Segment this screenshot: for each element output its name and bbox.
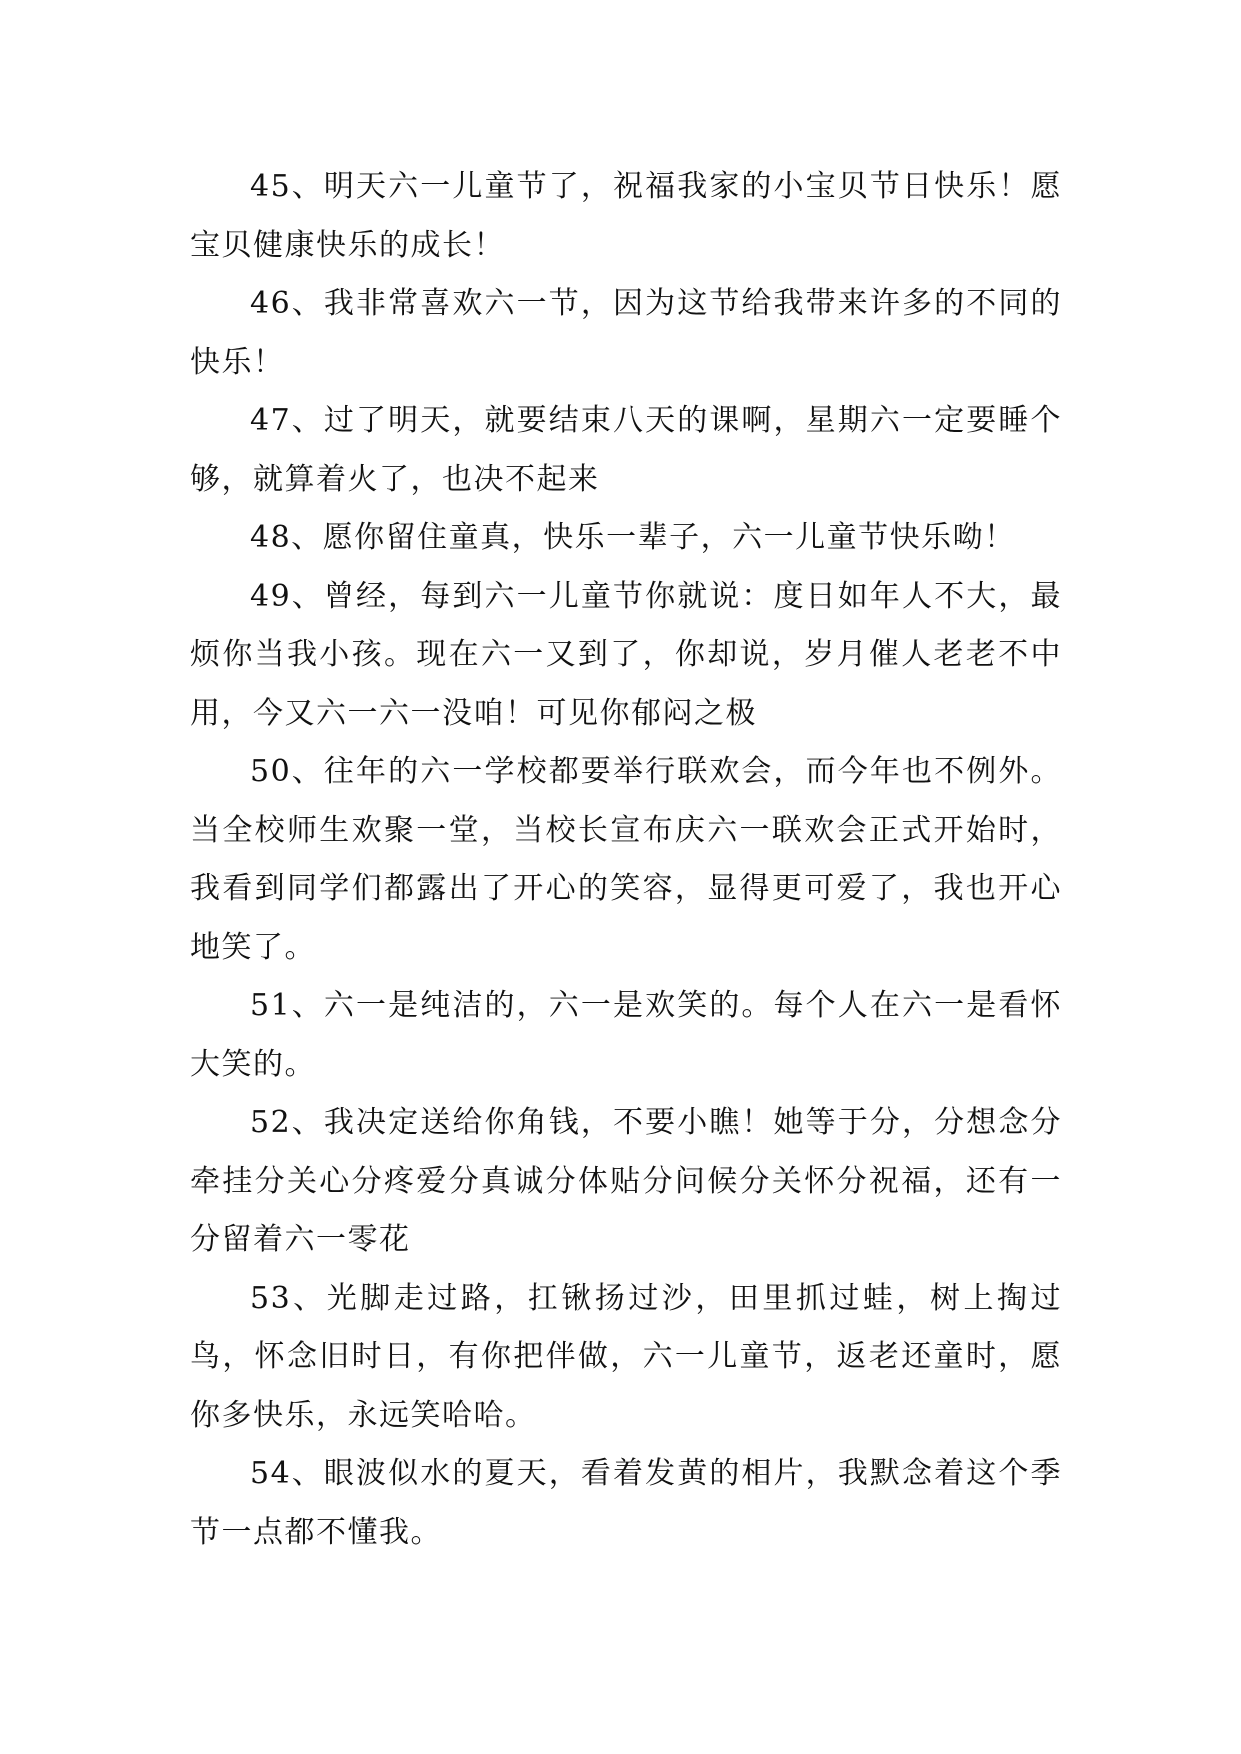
paragraph-47: 47、过了明天，就要结束八天的课啊，星期六一定要睡个够，就算着火了，也决不起来 (190, 403, 1062, 497)
paragraph-53: 53、光脚走过路，扛锹扬过沙，田里抓过蛙，树上掏过鸟，怀念旧时日，有你把伴做，六一儿童节，返老还童时，愿你多快乐，永远笑哈哈。 (190, 1280, 1062, 1433)
paragraph-45: 45、明天六一儿童节了，祝福我家的小宝贝节日快乐！愿宝贝健康快乐的成长！ (190, 169, 1062, 263)
paragraph-48: 48、愿你留住童真，快乐一辈子，六一儿童节快乐呦！ (250, 520, 1016, 555)
paragraph-46: 46、我非常喜欢六一节，因为这节给我带来许多的不同的快乐！ (190, 286, 1062, 380)
paragraph-51: 51、六一是纯洁的，六一是欢笑的。每个人在六一是看怀大笑的。 (190, 988, 1062, 1082)
paragraph-54: 54、眼波似水的夏天，看着发黄的相片，我默念着这个季节一点都不懂我。 (190, 1456, 1062, 1550)
document-body (190, 158, 1062, 1562)
paragraph-50: 50、往年的六一学校都要举行联欢会，而今年也不例外。当全校师生欢聚一堂，当校长宣布庆六一联欢会正式开始时，我看到同学们都露出了开心的笑容，显得更可爱了，我也开心地笑了。 (190, 754, 1062, 965)
paragraph-49: 49、曾经，每到六一儿童节你就说：度日如年人不大，最烦你当我小孩。现在六一又到了，你却说，岁月催人老老不中用，今又六一六一没咱！可见你郁闷之极 (190, 578, 1062, 731)
paragraph-52: 52、我决定送给你角钱，不要小瞧！她等于分，分想念分牵挂分关心分疼爱分真诚分体贴分问候分关怀分祝福，还有一分留着六一零花 (190, 1105, 1062, 1257)
